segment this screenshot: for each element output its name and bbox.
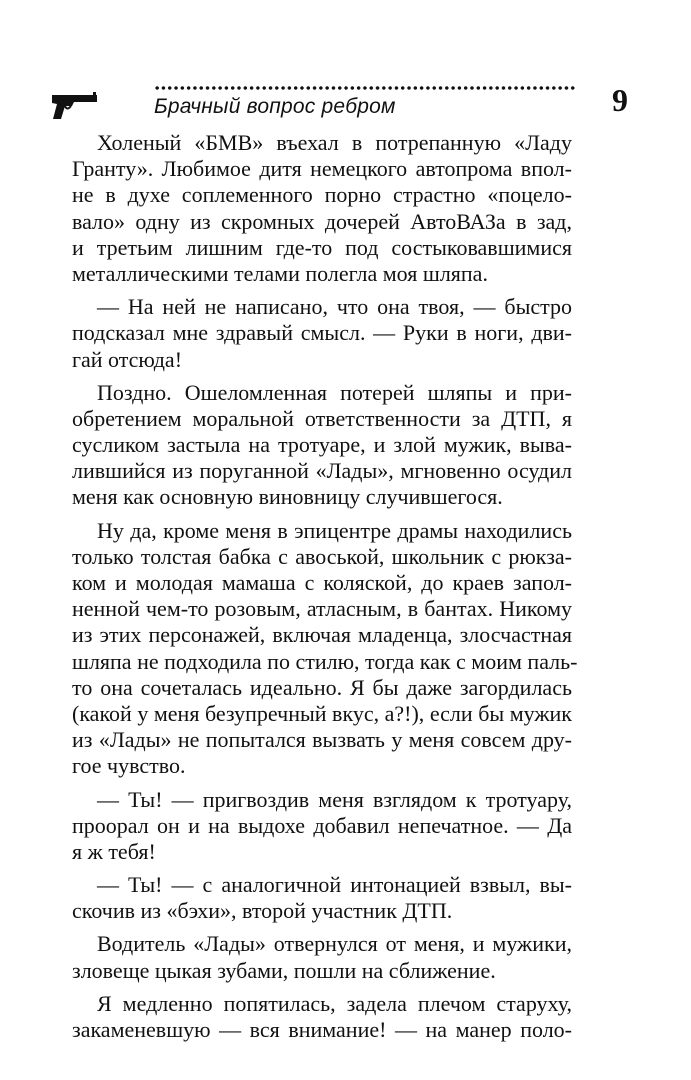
text-line: Водитель «Лады» отвернулся от меня, и мужики, <box>97 931 572 957</box>
text-line: гое чувство. <box>72 753 186 779</box>
text-line: из этих персонажей, включая младенца, злосчастная <box>72 622 572 648</box>
text-line: сусликом застыла на тротуаре, и злой мужик, выва- <box>72 432 572 458</box>
text-line: из «Лады» не попытался вызвать у меня совсем дру- <box>72 727 572 753</box>
text-line: Поздно. Ошеломленная потерей шляпы и при- <box>97 379 572 405</box>
text-line: подсказал мне здравый смысл. — Руки в ноги, дви- <box>72 320 572 346</box>
text-line: Холеный «БМВ» въехал в потрепанную «Ладу <box>97 130 572 155</box>
text-line: проорал он и на выдохе добавил непечатное. — Да <box>72 812 572 838</box>
running-head <box>50 68 636 128</box>
paragraph <box>72 991 572 1043</box>
text-line: гай отсюда! <box>72 346 183 372</box>
paragraph <box>72 294 572 373</box>
text-line: шляпа не подходила по стилю, тогда как с моим паль- <box>72 648 578 674</box>
text-line: ком и молодая мамаша с коляской, до краев запол- <box>72 570 572 595</box>
text-line: и третьим лишним где-то под состыковавшимися <box>72 234 572 260</box>
text-line: металлическими телами полегла моя шляпа. <box>72 260 488 286</box>
text-line: (какой у меня безупречный вкус, а?!), если бы мужик <box>72 700 572 726</box>
text-line: скочив из «бэхи», второй участник ДТП. <box>72 898 453 924</box>
text-line: зловеще цыкая зубами, пошли на сближение. <box>72 957 496 983</box>
paragraph <box>72 380 572 511</box>
pistol-icon <box>50 87 100 121</box>
text-line: — На ней не написано, что она твоя, — быстро <box>97 294 572 320</box>
paragraph <box>72 931 572 983</box>
text-line: вало» одну из скромных дочерей АвтоВАЗа в зад, <box>72 208 572 234</box>
text-line: закаменевшую — вся внимание! — на манер поло- <box>72 1017 572 1042</box>
text-line: обретением моральной ответственности за ДТП, я <box>72 405 572 431</box>
text-line: лившийся из поруганной «Лады», мгновенно осудил <box>72 458 572 484</box>
text-line: то она сочеталась идеально. Я бы даже загордилась <box>72 674 572 700</box>
text-line: меня как основную виновницу случившегося. <box>72 484 503 510</box>
running-head-title: Брачный вопрос ребром <box>154 95 396 118</box>
page-number: 9 <box>612 82 628 118</box>
text-line: я ж тебя! <box>72 838 156 864</box>
body-text <box>72 130 578 1050</box>
text-line: — Ты! — пригвоздив меня взглядом к тротуару, <box>97 786 572 812</box>
text-line: Я медленно попятилась, задела плечом старуху, <box>97 990 572 1016</box>
paragraph <box>72 872 572 924</box>
text-line: — Ты! — с аналогичной интонацией взвыл, вы- <box>97 872 572 898</box>
dotted-rule <box>154 86 576 90</box>
text-line: Ну да, кроме меня в эпицентре драмы находились <box>97 517 572 543</box>
text-line: Гранту». Любимое дитя немецкого автопрома впол- <box>72 156 572 182</box>
text-line: только толстая бабка с авоськой, школьник с рюкза- <box>72 543 572 569</box>
paragraph <box>72 787 572 866</box>
paragraph <box>72 130 572 287</box>
text-line: не в духе соплеменного порно страстно «поцело- <box>72 182 572 208</box>
text-line: ненной чем-то розовым, атласным, в бантах. Никому <box>72 596 572 622</box>
paragraph <box>72 517 578 780</box>
